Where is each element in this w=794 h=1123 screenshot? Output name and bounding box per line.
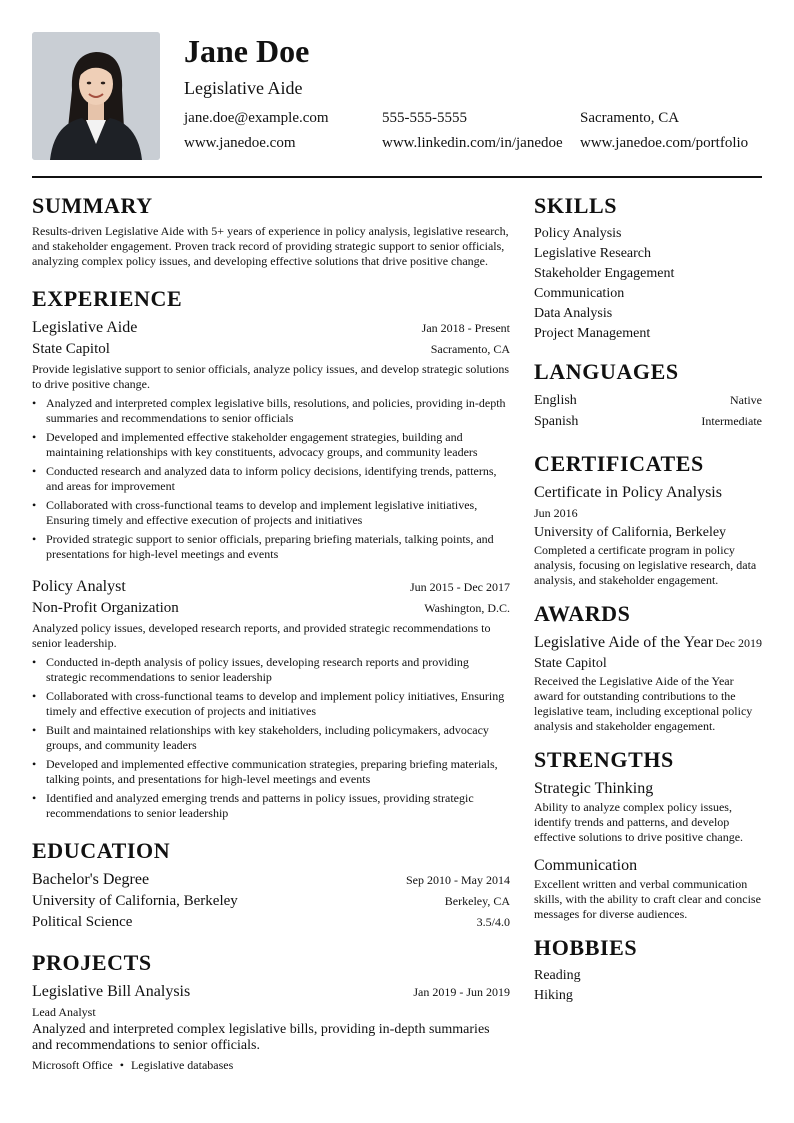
website-link[interactable]: www.janedoe.com — [184, 135, 296, 151]
bullet-icon: • — [32, 532, 37, 546]
linkedin-link[interactable]: www.linkedin.com/in/janedoe — [382, 135, 563, 151]
certificate-name: Certificate in Policy Analysis — [534, 484, 722, 501]
language-level: Native — [730, 393, 762, 407]
education-section — [32, 837, 510, 933]
job-position: Policy Analyst — [32, 578, 126, 595]
strength-name: Strategic Thinking — [534, 780, 654, 797]
list-item: • Collaborated with cross-functional teams to develop and implement policy initiatives, Ensuring timely and effective execution of projects and initiatives — [32, 689, 505, 718]
main-column — [32, 192, 510, 1073]
list-item: • Developed and implemented effective communication strategies, preparing briefing materials, talking points, and presentations for high-level meetings and events — [32, 757, 498, 786]
job-bullets — [32, 396, 510, 562]
job-position: Legislative Aide — [32, 319, 138, 336]
hobbies-title: HOBBIES — [534, 935, 638, 960]
bullet-icon: • — [32, 757, 37, 771]
award-issuer: State Capitol — [534, 656, 607, 671]
experience-title: EXPERIENCE — [32, 286, 183, 311]
project-tools — [32, 1058, 510, 1073]
skills-section — [534, 192, 762, 344]
education-dates: Sep 2010 - May 2014 — [406, 873, 510, 887]
job-description: Provide legislative support to senior officials, analyze policy issues, and develop strategic solutions to drive positive change. — [32, 362, 510, 391]
list-item: • Analyzed and interpreted complex legislative bills, resolutions, and policies, providing in-depth summaries and recommendations to senior officials — [32, 396, 506, 425]
list-item: • Collaborated with cross-functional teams to develop and implement legislative initiatives, Ensuring timely and effective execution of projects and initiatives — [32, 498, 478, 527]
skill-item: Policy Analysis — [534, 226, 622, 241]
projects-title: PROJECTS — [32, 950, 152, 975]
job-dates: Jun 2015 - Dec 2017 — [410, 580, 510, 594]
person-photo-icon — [32, 32, 160, 160]
certificate-description: Completed a certificate program in policy analysis, focusing on legislative research, data analysis, and stakeholder engagement. — [534, 543, 757, 587]
languages-title: LANGUAGES — [534, 359, 679, 384]
language-level: Intermediate — [701, 414, 762, 428]
skill-item: Data Analysis — [534, 306, 613, 321]
education-degree: Bachelor's Degree — [32, 871, 150, 888]
summary-text: Results-driven Legislative Aide with 5+ years of experience in policy analysis, legislative research, and stakeholder engagement. Proven track record of providing strategic support to senior officials, analyzing complex policy issues, and developing effective solutions that drive positive change. — [32, 224, 509, 268]
bullet-icon: • — [32, 655, 37, 669]
job-entry — [32, 576, 510, 821]
list-item: • Conducted in-depth analysis of policy issues, developing research reports and providing strategic recommendations to senior leadership — [32, 655, 469, 684]
language-name: Spanish — [534, 414, 579, 429]
award-description: Received the Legislative Aide of the Year award for outstanding contributions to the legislative team, including exceptional policy analysis and stakeholder engagement. — [534, 674, 753, 733]
projects-section — [32, 949, 510, 1073]
experience-section — [32, 285, 510, 821]
project-tool: Microsoft Office — [32, 1058, 113, 1072]
hobbies-section — [534, 934, 762, 1006]
education-location: Berkeley, CA — [444, 894, 510, 908]
job-location: Sacramento, CA — [430, 342, 510, 356]
job-dates: Jan 2018 - Present — [421, 321, 510, 335]
award-date: Dec 2019 — [715, 636, 762, 650]
header-divider — [32, 176, 762, 178]
project-name: Legislative Bill Analysis — [32, 983, 191, 1000]
job-bullets — [32, 655, 510, 821]
strength-name: Communication — [534, 857, 638, 874]
strengths-section — [534, 746, 762, 922]
project-description: Analyzed and interpreted complex legislative bills, providing in-depth summaries and recommendations to senior officials. — [32, 1022, 490, 1053]
certificate-date: Jun 2016 — [534, 506, 578, 520]
bullet-icon: • — [32, 464, 37, 478]
portfolio-link[interactable]: www.janedoe.com/portfolio — [580, 135, 749, 151]
bullet-icon: • — [32, 430, 37, 444]
candidate-name: Jane Doe — [184, 33, 310, 69]
bullet-icon: • — [32, 791, 37, 805]
project-tool: Legislative databases — [130, 1058, 234, 1072]
tool-separator: • — [119, 1058, 124, 1072]
list-item: • Identified and analyzed emerging trends and patterns in policy issues, providing strategic recommendations to senior leadership — [32, 791, 474, 820]
candidate-role: Legislative Aide — [184, 78, 303, 98]
bullet-icon: • — [32, 723, 37, 737]
skill-item: Legislative Research — [534, 246, 652, 261]
project-dates: Jan 2019 - Jun 2019 — [413, 985, 510, 999]
job-entry — [32, 317, 510, 562]
education-gpa: 3.5/4.0 — [476, 915, 510, 929]
list-item: • Built and maintained relationships with key stakeholders, including policymakers, advocacy groups, and community leaders — [32, 723, 489, 752]
award-name: Legislative Aide of the Year — [534, 634, 714, 651]
certificates-section — [534, 450, 762, 588]
bullet-icon: • — [32, 498, 37, 512]
skill-item: Project Management — [534, 326, 651, 341]
strength-description: Excellent written and verbal communication skills, with the ability to craft clear and concise messages for diverse audiences. — [534, 877, 761, 921]
side-column — [534, 192, 762, 1006]
strengths-title: STRENGTHS — [534, 747, 674, 772]
hobby-item: Reading — [534, 968, 581, 983]
job-company: Non-Profit Organization — [32, 600, 179, 616]
skill-item: Communication — [534, 286, 625, 301]
phone-text: 555-555-5555 — [382, 110, 467, 126]
certificates-title: CERTIFICATES — [534, 451, 704, 476]
hobby-item: Hiking — [534, 988, 573, 1003]
job-description: Analyzed policy issues, developed research reports, and provided strategic recommendations to senior leadership. — [32, 621, 491, 650]
email-link[interactable]: jane.doe@example.com — [184, 110, 329, 126]
project-role: Lead Analyst — [32, 1005, 96, 1019]
list-item: • Provided strategic support to senior officials, preparing briefing materials, talking points, and presentations for high-level meetings and events — [32, 532, 494, 561]
education-field: Political Science — [32, 914, 133, 930]
bullet-icon: • — [32, 689, 37, 703]
skills-title: SKILLS — [534, 193, 618, 218]
skill-item: Stakeholder Engagement — [534, 266, 675, 281]
strength-description: Ability to analyze complex policy issues, identify trends and patterns, and develop effective solutions to drive positive change. — [534, 800, 744, 844]
awards-section — [534, 600, 762, 734]
languages-section — [534, 358, 762, 432]
awards-title: AWARDS — [534, 601, 631, 626]
certificate-issuer: University of California, Berkeley — [534, 525, 727, 540]
list-item: • Conducted research and analyzed data to inform policy decisions, identifying trends, patterns, and areas for improvement — [32, 464, 497, 493]
education-school: University of California, Berkeley — [32, 893, 238, 909]
job-company: State Capitol — [32, 341, 110, 357]
job-location: Washington, D.C. — [424, 601, 510, 615]
location-text: Sacramento, CA — [580, 110, 680, 126]
list-item: • Developed and implemented effective stakeholder engagement strategies, building and maintaining relationships with key constituents, advocacy groups, and community leaders — [32, 430, 478, 459]
language-name: English — [534, 393, 577, 408]
summary-section — [32, 192, 510, 269]
summary-title: SUMMARY — [32, 193, 153, 218]
bullet-icon: • — [32, 396, 37, 410]
resume-header — [32, 32, 762, 160]
education-title: EDUCATION — [32, 838, 171, 863]
